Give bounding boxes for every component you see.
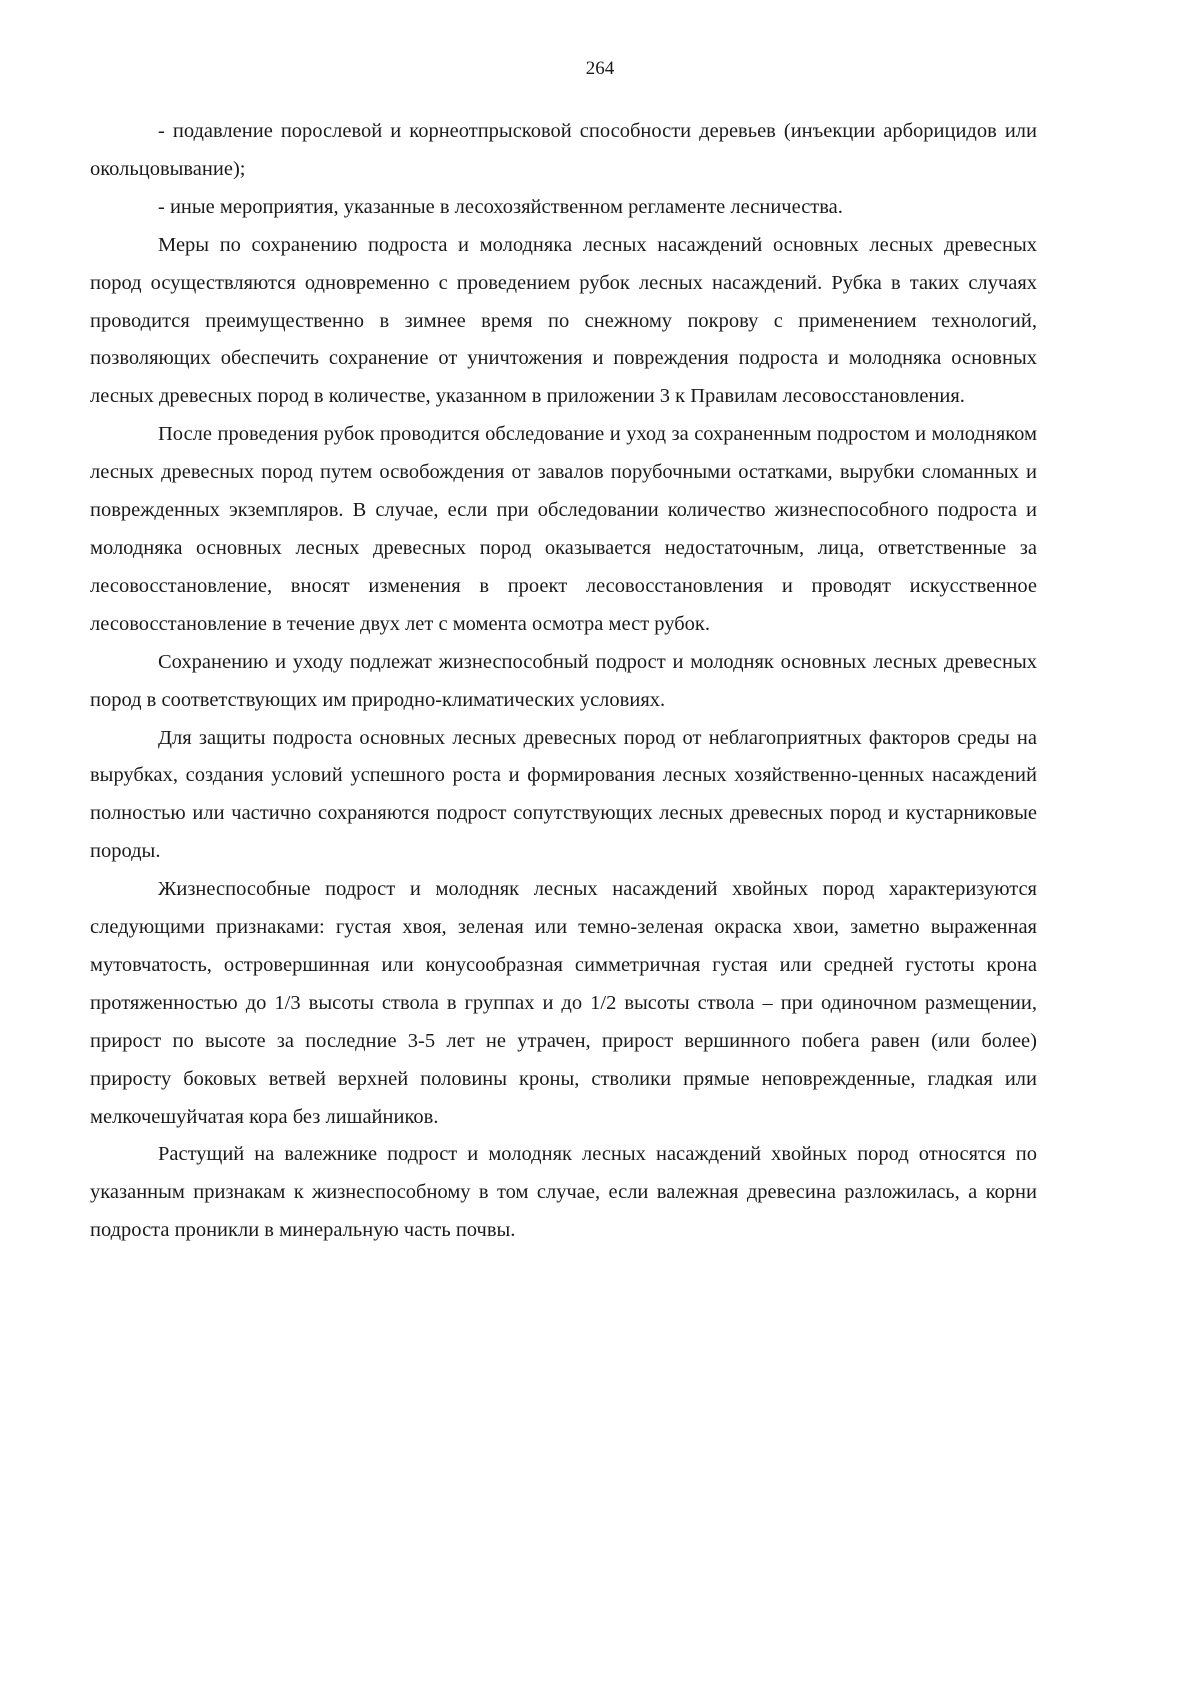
paragraph-7: Жизнеспособные подрост и молодняк лесных насаждений хвойных пород характеризуются следующими признаками: густая хвоя, зеленая или темно-зеленая окраска хвои, заметно выраженная мутовчатость, островершинная или конусообразная симметричная густая или средней густоты крона протяженностью до 1/3 высоты ствола в группах и до 1/2 высоты ствола – при одиночном размещении, прирост по высоте за последние 3-5 лет не утрачен, прирост вершинного побега равен (или более) приросту боковых ветвей верхней половины кроны, стволики прямые неповрежденные, гладкая или мелкочешуйчатая кора без лишайников.	[90, 878, 1037, 1128]
document-body	[90, 113, 1037, 1250]
paragraph-2: - иные мероприятия, указанные в лесохозяйственном регламенте лесничества.	[158, 195, 843, 218]
paragraph-8: Растущий на валежнике подрост и молодняк лесных насаждений хвойных пород относятся по указанным признакам к жизнеспособному в том случае, если валежная древесина разложилась, а корни подроста проникли в минеральную часть почвы.	[90, 1143, 1037, 1242]
paragraph-3: Меры по сохранению подроста и молодняка лесных насаждений основных лесных древесных пород осуществляются одновременно с проведением рубок лесных насаждений. Рубка в таких случаях проводится преимущественно в зимнее время по снежному покрову с применением технологий, позволяющих обеспечить сохранение от уничтожения и повреждения подроста и молодняка основных лесных древесных пород в количестве, указанном в приложении 3 к Правилам лесовосстановления.	[90, 233, 1037, 408]
paragraph-4: После проведения рубок проводится обследование и уход за сохраненным подростом и молодняком лесных древесных пород путем освобождения от завалов порубочными остатками, вырубки сломанных и поврежденных экземпляров. В случае, если при обследовании количество жизнеспособного подроста и молодняка основных лесных древесных пород оказывается недостаточным, лица, ответственные за лесовосстановление, вносят изменения в проект лесовосстановления и проводят искусственное лесовосстановление в течение двух лет с момента осмотра мест рубок.	[90, 423, 1037, 635]
paragraph-1: - подавление порослевой и корнеотпрысковой способности деревьев (инъекции арборицидов или окольцовывание);	[90, 120, 1037, 180]
page-number: 264	[585, 58, 615, 79]
paragraph-5: Сохранению и уходу подлежат жизнеспособный подрост и молодняк основных лесных древесных пород в соответствующих им природно-климатических условиях.	[90, 650, 1037, 711]
paragraph-6: Для защиты подроста основных лесных древесных пород от неблагоприятных факторов среды на вырубках, создания условий успешного роста и формирования лесных хозяйственно-ценных насаждений полностью или частично сохраняются подрост сопутствующих лесных древесных пород и кустарниковые породы.	[90, 726, 1037, 863]
